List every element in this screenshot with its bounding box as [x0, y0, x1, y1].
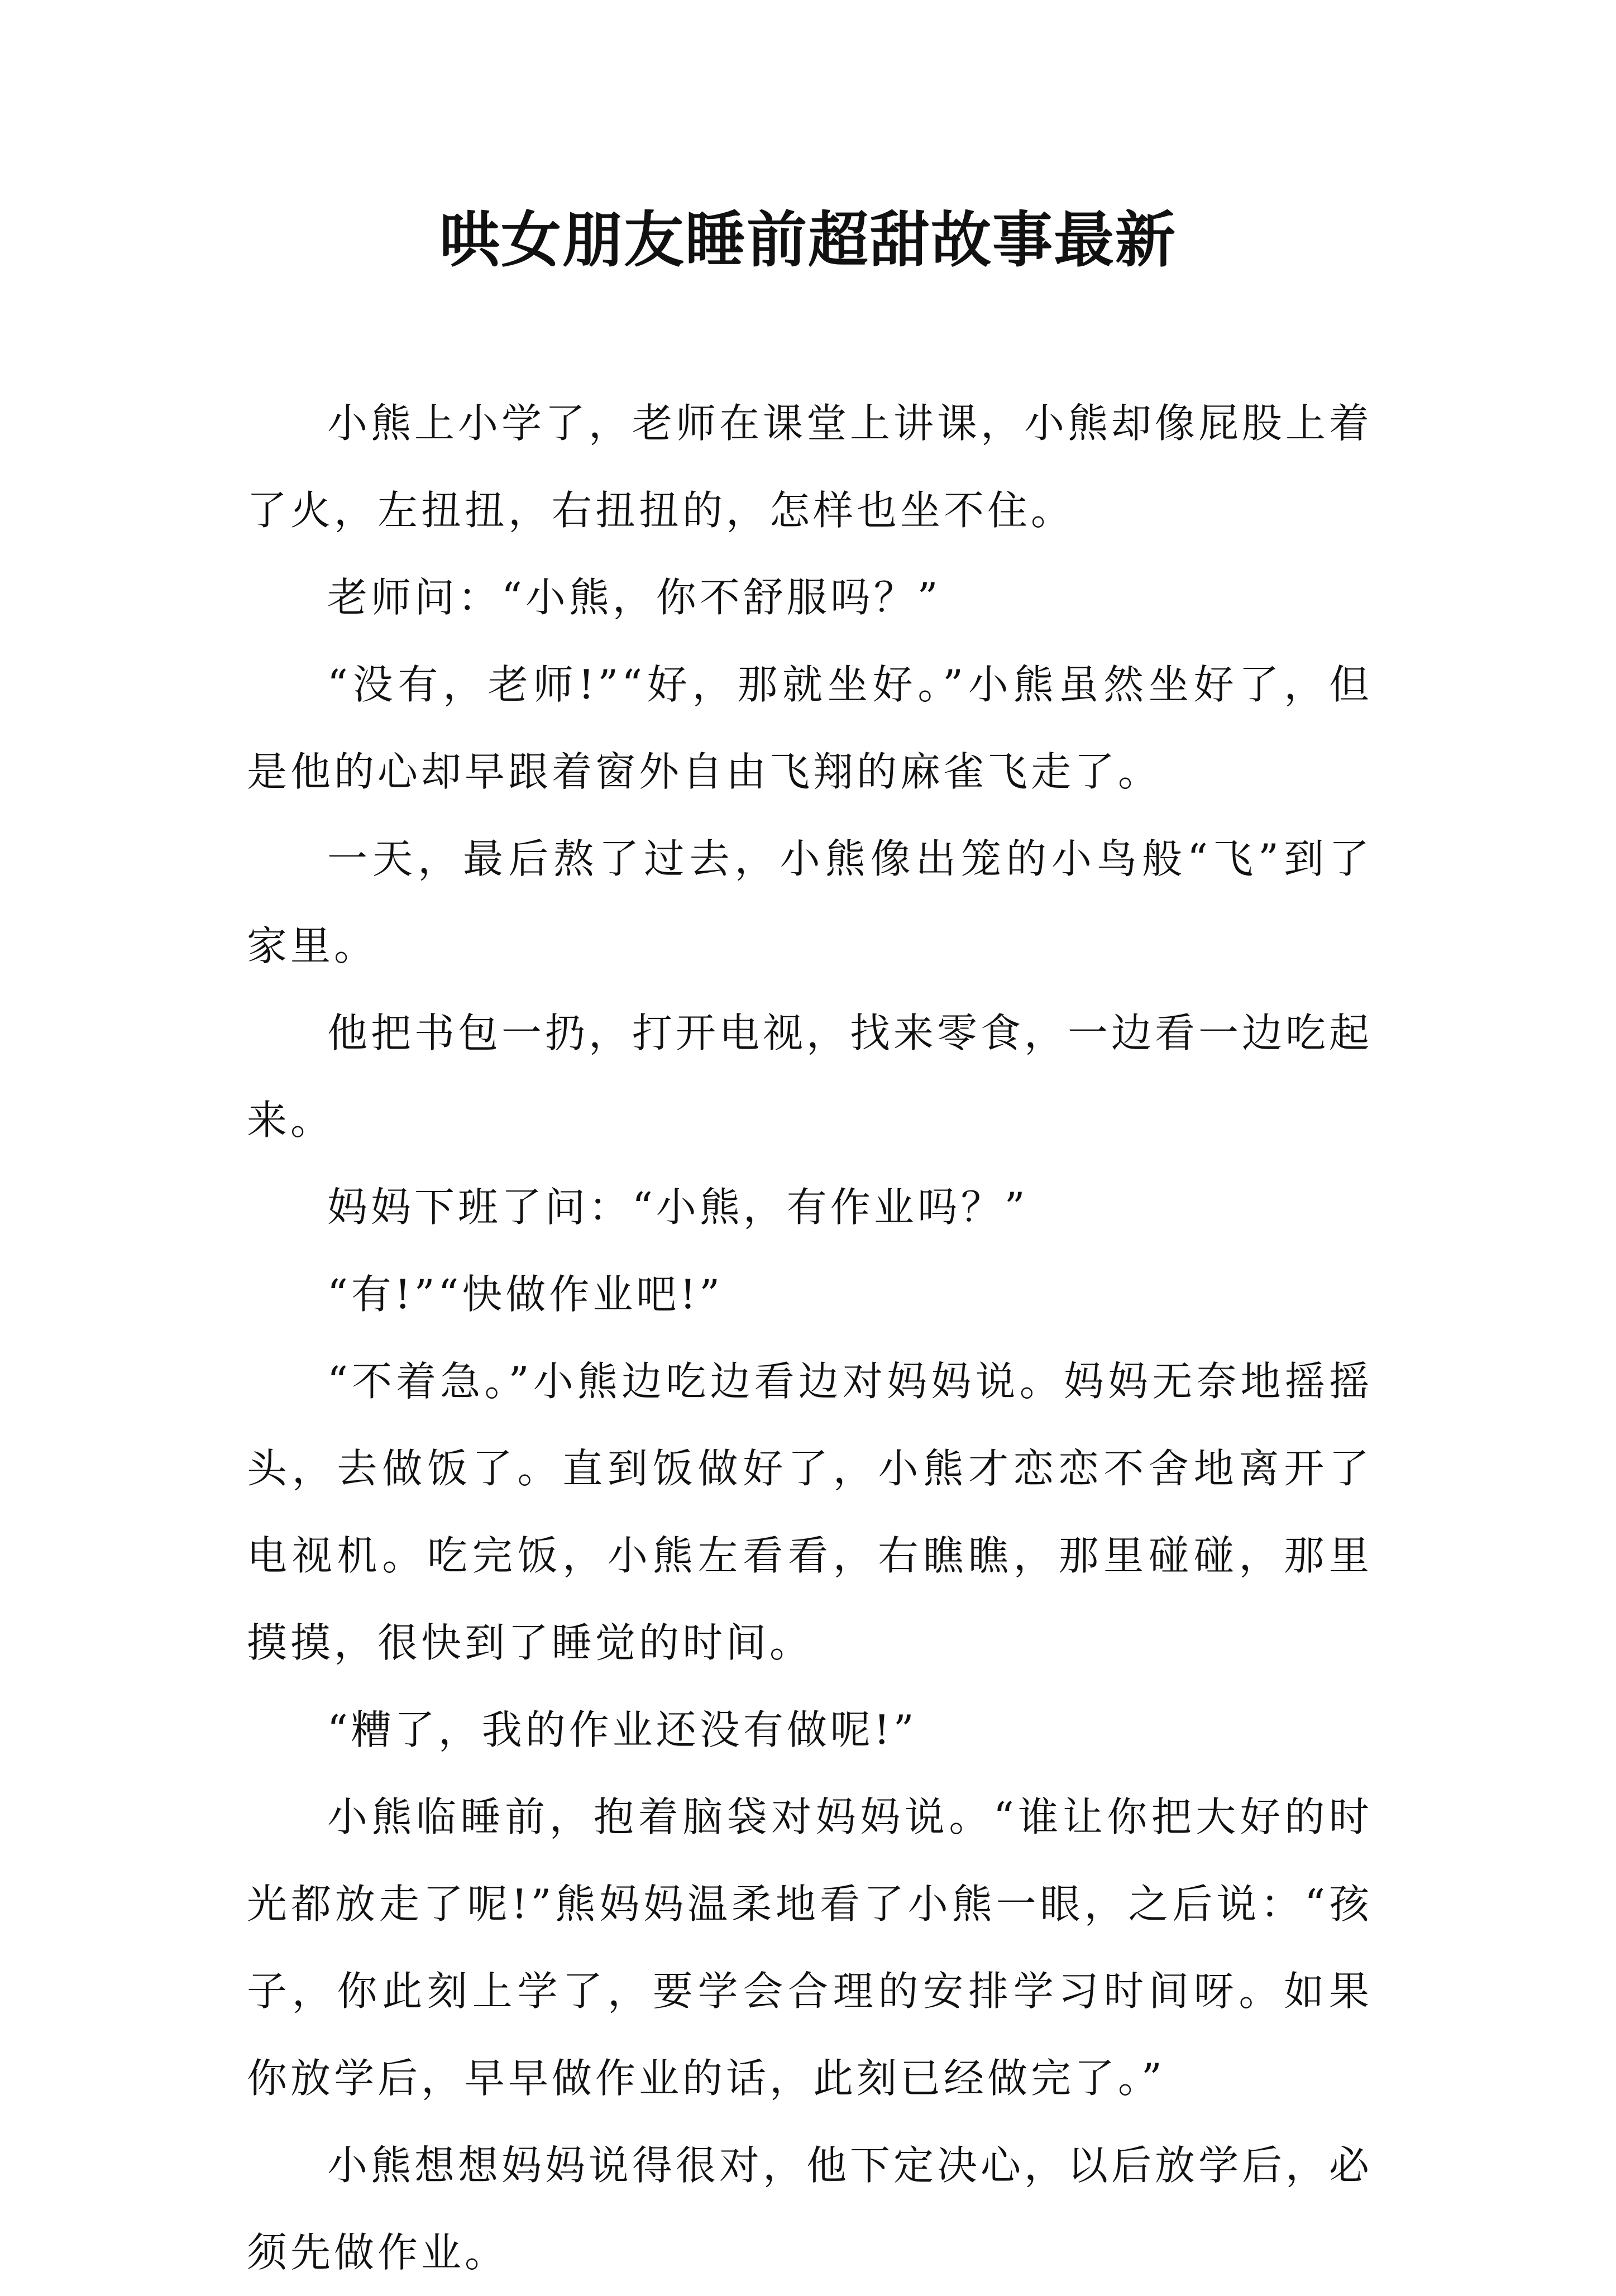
paragraph: “不着急。”小熊边吃边看边对妈妈说。妈妈无奈地摇摇头，去做饭了。直到饭做好了，小熊才恋恋不舍地离开了电视机。吃完饭，小熊左看看，右瞧瞧，那里碰碰，那里摸摸，很快到了睡觉的时间。	[247, 1358, 1373, 1666]
document-title: 哄女朋友睡前超甜故事最新	[439, 205, 1177, 275]
paragraph: “有!”“快做作业吧!”	[327, 1271, 724, 1318]
paragraph: 一天，最后熬了过去，小熊像出笼的小鸟般“飞”到了家里。	[247, 835, 1373, 969]
paragraph: 小熊想想妈妈说得很对，他下定决心，以后放学后，必须先做作业。	[247, 2142, 1373, 2276]
paragraph: 老师问：“小熊，你不舒服吗？”	[327, 574, 941, 621]
paragraph: 小熊上小学了，老师在课堂上讲课，小熊却像屁股上着了火，左扭扭，右扭扭的，怎样也坐不住。	[247, 400, 1373, 534]
paragraph: 妈妈下班了问：“小熊，有作业吗？”	[327, 1184, 1029, 1231]
paragraph: “糟了，我的作业还没有做呢!”	[327, 1706, 917, 1753]
paragraph: 小熊临睡前，抱着脑袋对妈妈说。“谁让你把大好的时光都放走了呢!”熊妈妈温柔地看了小熊一眼，之后说：“孩子，你此刻上学了，要学会合理的安排学习时间呀。如果你放学后，早早做作业的话，此刻已经做完了。”	[247, 1793, 1373, 2102]
paragraph: “没有，老师!”“好，那就坐好。”小熊虽然坐好了，但是他的心却早跟着窗外自由飞翔的麻雀飞走了。	[247, 661, 1373, 795]
document-body	[247, 380, 1373, 2296]
paragraph: 他把书包一扔，打开电视，找来零食，一边看一边吃起来。	[247, 1010, 1373, 1144]
